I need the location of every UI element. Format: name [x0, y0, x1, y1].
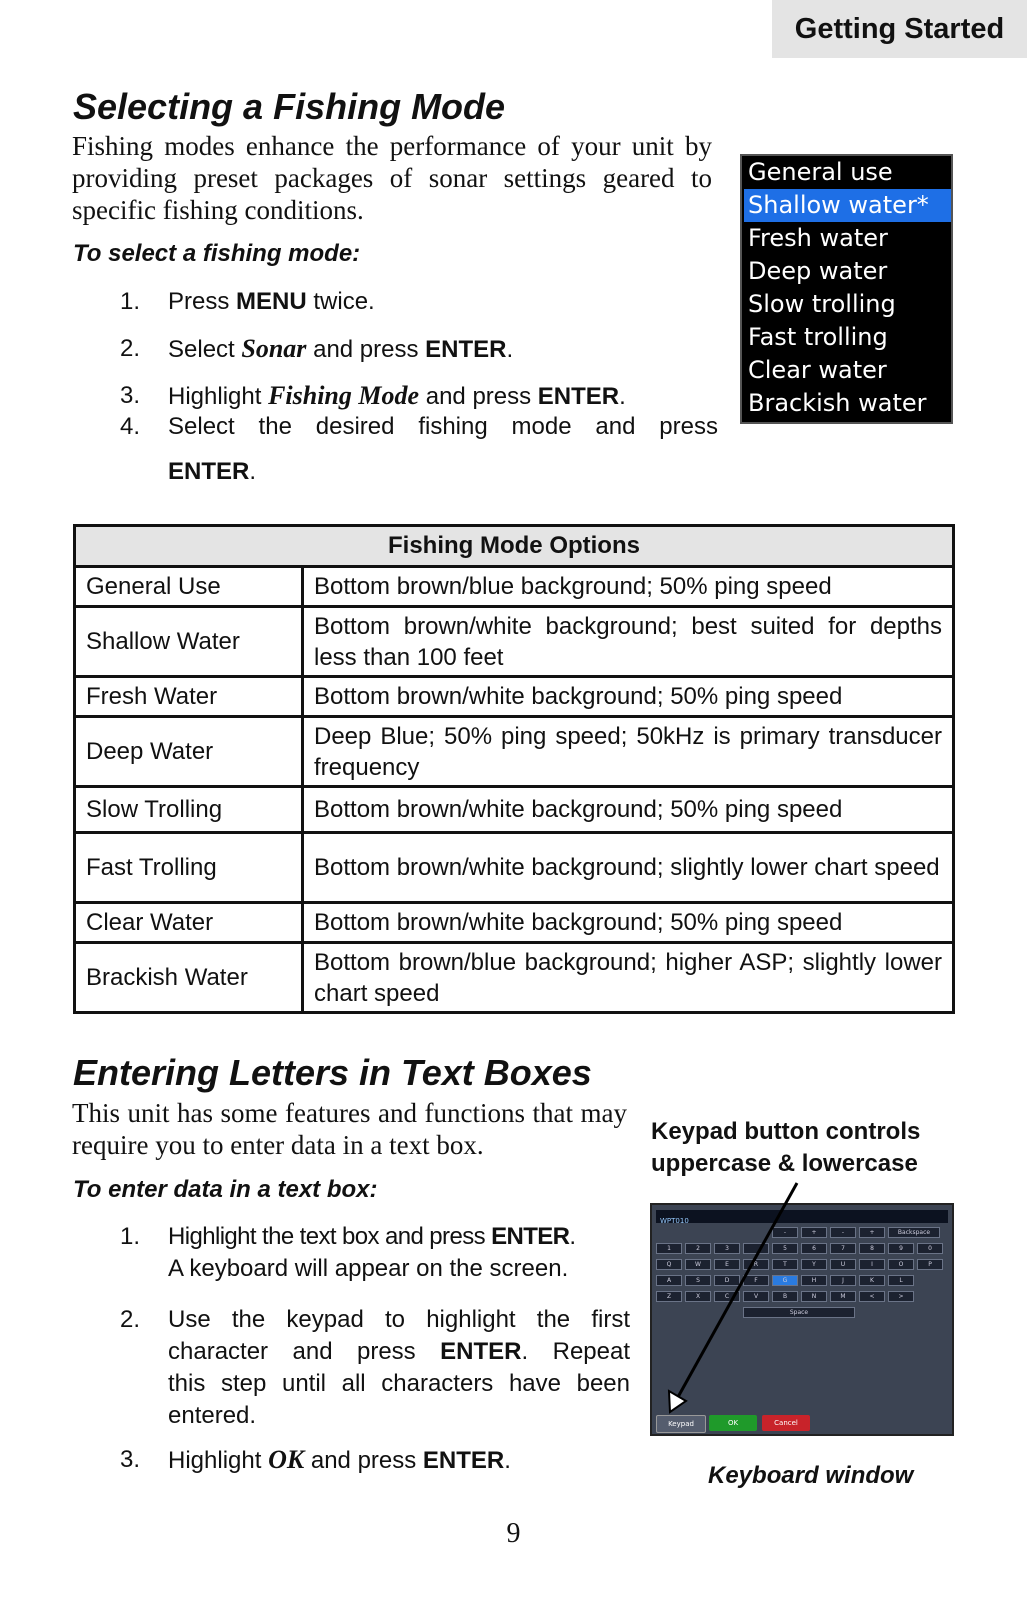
mode-name: Shallow Water	[75, 607, 303, 677]
callout-arrow	[640, 1175, 820, 1425]
mode-name: Fast Trolling	[75, 833, 303, 903]
section-title-fishing-mode: Selecting a Fishing Mode	[73, 86, 506, 127]
fishing-step-3	[120, 380, 720, 412]
step-number: 1.	[120, 288, 141, 315]
step-number: 3.	[120, 1446, 141, 1473]
mode-description: Bottom brown/white background; 50% ping speed	[303, 677, 954, 717]
step-number: 1.	[120, 1223, 141, 1250]
enter-key-label: ENTER	[422, 1447, 505, 1474]
fishing-mode-menu	[740, 154, 953, 424]
enter-key-label: ENTER	[440, 1338, 522, 1365]
menu-key-label: MENU	[236, 288, 307, 315]
step-text-cont: ENTER.	[168, 458, 257, 485]
keyboard-key[interactable]: V	[743, 1291, 769, 1302]
enter-key-label: ENTER	[425, 336, 507, 363]
mode-description: Deep Blue; 50% ping speed; 50kHz is primary transducer frequency	[303, 717, 954, 787]
mode-name: Deep Water	[75, 717, 303, 787]
step-number: 3.	[120, 382, 141, 409]
menu-item-fast-trolling[interactable]: Fast trolling	[748, 323, 888, 351]
keyboard-key[interactable]: K	[859, 1275, 885, 1286]
keyboard-key[interactable]: 1	[656, 1243, 682, 1254]
text-box-subhead: To enter data in a text box:	[73, 1176, 378, 1203]
textbox-step-2	[120, 1304, 630, 1432]
keypad-callout-line1: Keypad button controls	[651, 1118, 921, 1145]
keypad-callout-line2: uppercase & lowercase	[651, 1150, 918, 1177]
step-number: 4.	[120, 413, 141, 440]
enter-key-label: ENTER	[491, 1223, 570, 1250]
mode-description: Bottom brown/white background; 50% ping speed	[303, 903, 954, 943]
step-text: Highlight Fishing Mode and press ENTER.	[168, 381, 626, 410]
page-number: 9	[506, 1518, 521, 1549]
keyboard-key[interactable]: -	[772, 1227, 798, 1238]
keyboard-key[interactable]: I	[859, 1259, 885, 1270]
mode-description: Bottom brown/white background; best suited for depths less than 100 feet	[303, 607, 954, 677]
mode-name: General Use	[75, 567, 303, 607]
mode-description: Bottom brown/white background; 50% ping speed	[303, 787, 954, 833]
keyboard-key[interactable]: J	[830, 1275, 856, 1286]
keyboard-key[interactable]: <	[859, 1291, 885, 1302]
keyboard-field-value: WPT010	[660, 1217, 689, 1225]
fishing-step-2	[120, 333, 720, 365]
keyboard-key[interactable]: 3	[714, 1243, 740, 1254]
keyboard-key[interactable]: +	[859, 1227, 885, 1238]
keyboard-key[interactable]: R	[743, 1259, 769, 1270]
fishing-mode-menu-name: Fishing Mode	[268, 381, 420, 410]
keyboard-key[interactable]: D	[714, 1275, 740, 1286]
mode-name: Fresh Water	[75, 677, 303, 717]
keyboard-key[interactable]: 9	[888, 1243, 914, 1254]
callout-arrow-line	[678, 1183, 797, 1397]
keyboard-key[interactable]: H	[801, 1275, 827, 1286]
menu-item-slow-trolling[interactable]: Slow trolling	[748, 290, 896, 318]
menu-item-fresh-water[interactable]: Fresh water	[748, 224, 888, 252]
callout-arrow-head	[669, 1391, 686, 1412]
keyboard-key[interactable]: 5	[772, 1243, 798, 1254]
keypad-toggle-button[interactable]: Keypad	[656, 1415, 706, 1433]
fishing-mode-options-table	[73, 524, 955, 1014]
step-text: Press MENU twice.	[168, 288, 375, 315]
section-tab: Getting Started	[772, 0, 1027, 58]
keyboard-key[interactable]: 6	[801, 1243, 827, 1254]
step-text-cont: this step until all characters have been	[168, 1370, 630, 1397]
keyboard-key[interactable]: N	[801, 1291, 827, 1302]
keyboard-key[interactable]: 0	[917, 1243, 943, 1254]
keyboard-key[interactable]: F	[743, 1275, 769, 1286]
keyboard-key[interactable]: W	[685, 1259, 711, 1270]
keyboard-key[interactable]: 8	[859, 1243, 885, 1254]
table-title: Fishing Mode Options	[75, 526, 954, 567]
step-text-cont: entered.	[168, 1402, 257, 1429]
keyboard-key[interactable]: U	[830, 1259, 856, 1270]
menu-item-brackish-water[interactable]: Brackish water	[748, 389, 927, 417]
sonar-menu-name: Sonar	[241, 334, 307, 363]
ok-button[interactable]: OK	[709, 1415, 757, 1431]
mode-name: Clear Water	[75, 903, 303, 943]
keyboard-key[interactable]: 7	[830, 1243, 856, 1254]
keyboard-key[interactable]: X	[685, 1291, 711, 1302]
step-text: Highlight the text box and press ENTER.	[168, 1223, 576, 1250]
keyboard-key[interactable]: Z	[656, 1291, 682, 1302]
keyboard-key[interactable]: -	[830, 1227, 856, 1238]
table-row	[75, 567, 954, 607]
keyboard-key[interactable]: Backspace	[888, 1227, 940, 1238]
table-row	[75, 787, 954, 833]
keyboard-key[interactable]: B	[772, 1291, 798, 1302]
step-text: Select Sonar and press ENTER.	[168, 334, 514, 363]
keyboard-key[interactable]: A	[656, 1275, 682, 1286]
menu-item-clear-water[interactable]: Clear water	[748, 356, 887, 384]
textbox-step-1	[120, 1221, 630, 1285]
table-row	[75, 833, 954, 903]
keyboard-key[interactable]: +	[801, 1227, 827, 1238]
keyboard-key[interactable]: S	[685, 1275, 711, 1286]
keyboard-key[interactable]: M	[830, 1291, 856, 1302]
section-title-text-boxes: Entering Letters in Text Boxes	[73, 1052, 592, 1093]
menu-item-shallow-water[interactable]: Shallow water*	[744, 189, 951, 222]
textbox-step-3	[120, 1444, 630, 1476]
keyboard-window-caption: Keyboard window	[708, 1462, 914, 1489]
menu-item-general-use[interactable]: General use	[748, 158, 893, 186]
cancel-button[interactable]: Cancel	[762, 1415, 810, 1431]
text-box-intro: This unit has some features and functions that may require you to enter data in a text box.	[72, 1098, 627, 1160]
keyboard-key[interactable]: 2	[685, 1243, 711, 1254]
table-row	[75, 943, 954, 1013]
table-row	[75, 607, 954, 677]
step-text: Select the desired fishing mode and press	[168, 413, 718, 440]
keyboard-key[interactable]: O	[888, 1259, 914, 1270]
keyboard-key[interactable]: T	[772, 1259, 798, 1270]
mode-name: Brackish Water	[75, 943, 303, 1013]
mode-description: Bottom brown/blue background; 50% ping speed	[303, 567, 954, 607]
step-number: 2.	[120, 1306, 141, 1333]
fishing-mode-intro: Fishing modes enhance the performance of your unit by providing preset packages of sonar settings geared to specific fishing conditions.	[72, 131, 712, 225]
keyboard-key[interactable]: Y	[801, 1259, 827, 1270]
keyboard-key[interactable]: G	[772, 1275, 798, 1286]
step-number: 2.	[120, 335, 141, 362]
fishing-mode-subhead: To select a fishing mode:	[73, 240, 361, 267]
step-text-cont: A keyboard will appear on the screen.	[168, 1255, 569, 1282]
mode-name: Slow Trolling	[75, 787, 303, 833]
keyboard-key[interactable]: P	[917, 1259, 943, 1270]
step-text-cont: character and press ENTER. Repeat	[168, 1338, 630, 1365]
space-key[interactable]: Space	[743, 1307, 855, 1318]
ok-button-name: OK	[268, 1445, 305, 1474]
mode-description: Bottom brown/blue background; higher ASP; slightly lower chart speed	[303, 943, 954, 1013]
keyboard-key[interactable]: >	[888, 1291, 914, 1302]
step-text: Highlight OK and press ENTER.	[168, 1445, 511, 1474]
enter-key-label: ENTER	[168, 458, 250, 485]
mode-description: Bottom brown/white background; slightly lower chart speed	[303, 833, 954, 903]
table-header-row	[75, 526, 954, 567]
keyboard-key[interactable]: E	[714, 1259, 740, 1270]
keyboard-key[interactable]: L	[888, 1275, 914, 1286]
menu-item-deep-water[interactable]: Deep water	[748, 257, 888, 285]
table-row	[75, 677, 954, 717]
fishing-step-1	[120, 286, 720, 318]
enter-key-label: ENTER	[537, 383, 620, 410]
keyboard-key[interactable]: C	[714, 1291, 740, 1302]
table-row	[75, 717, 954, 787]
step-text: Use the keypad to highlight the first	[168, 1306, 630, 1333]
table-row	[75, 903, 954, 943]
keyboard-key[interactable]: Q	[656, 1259, 682, 1270]
fishing-step-4	[120, 411, 720, 491]
